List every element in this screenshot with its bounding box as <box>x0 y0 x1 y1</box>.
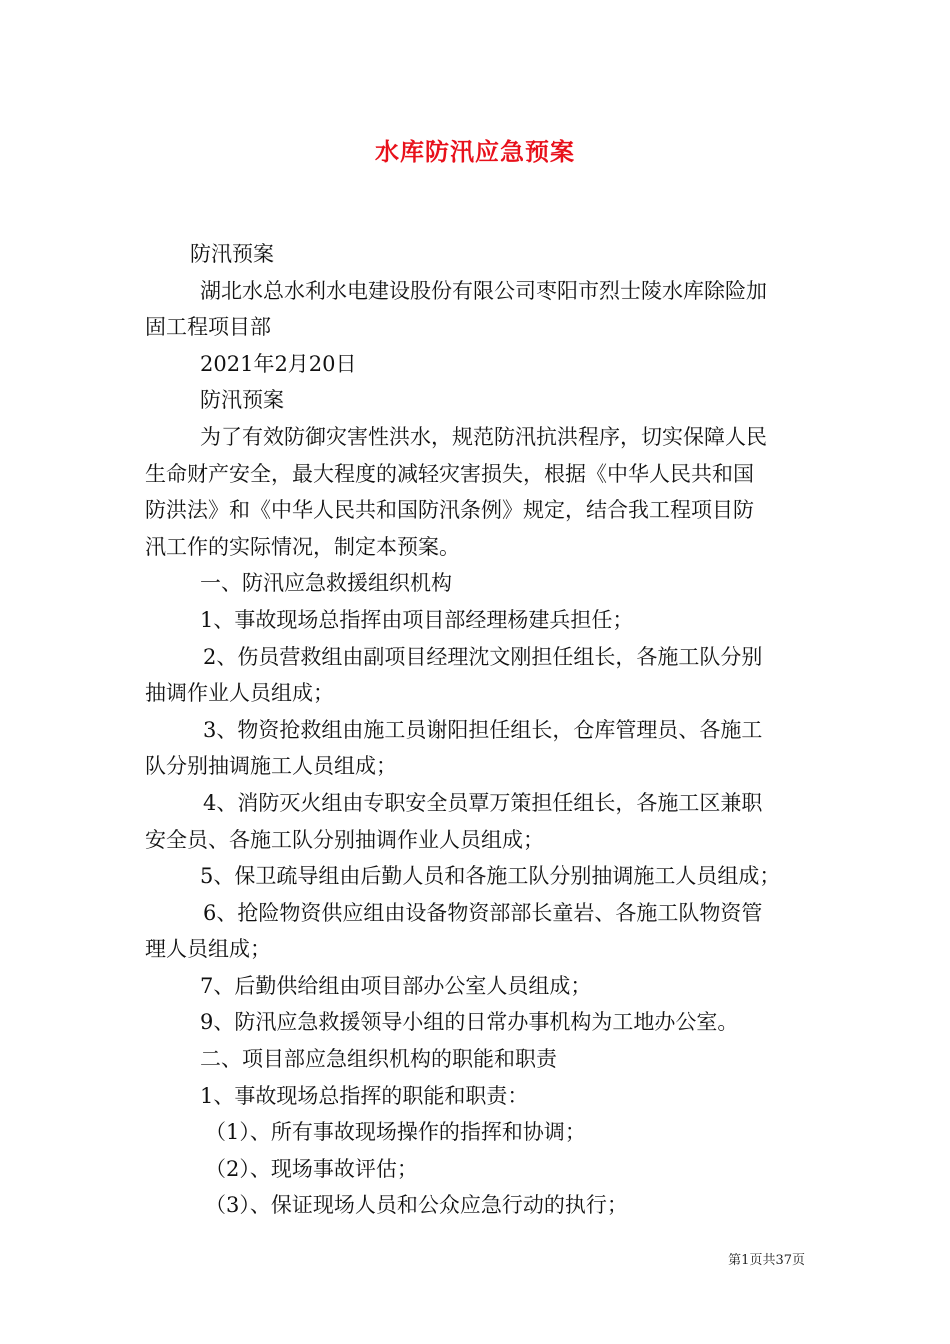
list-item: 1、事故现场总指挥的职能和职责： <box>200 1083 529 1108</box>
heading-line: 防汛预案 <box>190 242 274 266</box>
paragraph-line: 汛工作的实际情况，制定本预案。 <box>145 534 460 559</box>
list-item: 理人员组成； <box>145 937 271 962</box>
list-item: 1、事故现场总指挥由项目部经理杨建兵担任； <box>200 607 634 632</box>
document-body <box>145 236 810 1224</box>
list-item: 队分别抽调施工人员组成； <box>145 754 397 779</box>
sub-list-item: （2）、现场事故评估； <box>205 1156 418 1181</box>
list-item: 7、后勤供给组由项目部办公室人员组成； <box>200 973 592 998</box>
paragraph-line: 为了有效防御灾害性洪水，规范防汛抗洪程序，切实保障人民 <box>200 424 767 449</box>
company-line: 湖北水总水利水电建设股份有限公司枣阳市烈士陵水库除险加 <box>200 278 767 303</box>
paragraph-line: 生命财产安全，最大程度的减轻灾害损失，根据《中华人民共和国 <box>145 461 754 486</box>
list-item: 9、防汛应急救援领导小组的日常办事机构为工地办公室。 <box>200 1010 739 1035</box>
list-item: 2、伤员营救组由副项目经理沈文刚担任组长，各施工队分别 <box>203 644 763 669</box>
sub-list-item: （1）、所有事故现场操作的指挥和协调； <box>205 1120 586 1145</box>
list-item: 抽调作业人员组成； <box>145 681 334 706</box>
date-line: 2021年2月20日 <box>200 351 357 376</box>
paragraph-line: 防洪法》和《中华人民共和国防汛条例》规定，结合我工程项目防 <box>145 498 754 523</box>
list-item: 安全员、各施工队分别抽调作业人员组成； <box>145 827 544 852</box>
list-item: 6、抢险物资供应组由设备物资部部长童岩、各施工队物资管 <box>203 900 763 925</box>
list-item: 5、保卫疏导组由后勤人员和各施工队分别抽调施工人员组成； <box>200 864 781 889</box>
page-number: 第1页共37页 <box>728 1253 805 1268</box>
document-title: 水库防汛应急预案 <box>375 137 575 166</box>
company-line: 固工程项目部 <box>145 315 271 340</box>
list-item: 3、物资抢救组由施工员谢阳担任组长，仓库管理员、各施工 <box>203 717 763 742</box>
sub-list-item: （3）、保证现场人员和公众应急行动的执行； <box>205 1193 628 1218</box>
section-heading: 一、防汛应急救援组织机构 <box>200 571 452 596</box>
heading-line: 防汛预案 <box>200 388 284 413</box>
section-heading: 二、项目部应急组织机构的职能和职责 <box>200 1047 557 1072</box>
list-item: 4、消防灭火组由专职安全员覃万策担任组长，各施工区兼职 <box>203 790 763 815</box>
